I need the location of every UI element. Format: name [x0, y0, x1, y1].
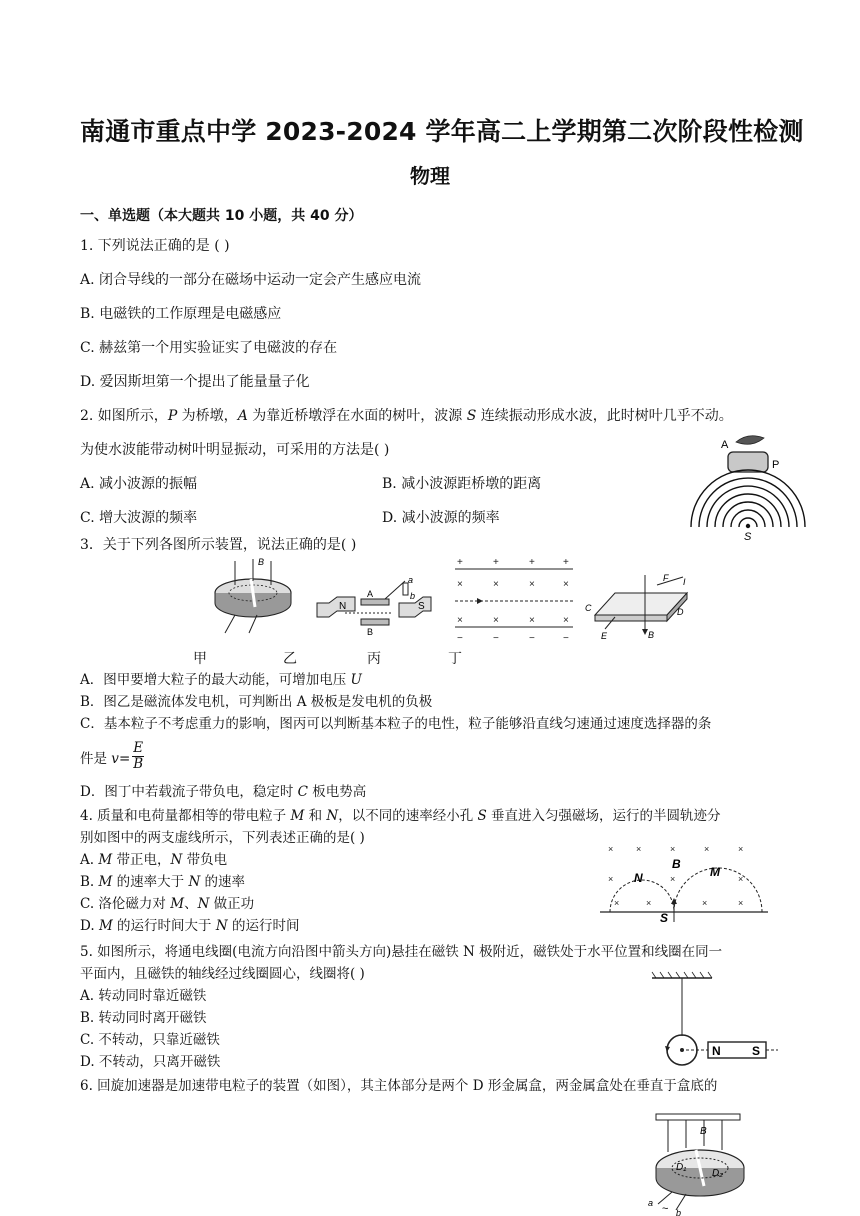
q3-cross: ×: [493, 615, 499, 626]
q3-option-d-text: D．图丁中若载流子带负电，稳定时: [80, 784, 298, 800]
q3-fig-label-b: B: [258, 557, 265, 567]
q4-opt-part: 带正电，: [112, 852, 171, 868]
q3-plus: +: [457, 557, 463, 568]
q4-cross: ×: [738, 874, 744, 884]
q3-cross: ×: [457, 579, 463, 590]
q4-cross: ×: [704, 844, 710, 854]
q4-var: N: [188, 874, 201, 890]
bridge-pier: [728, 452, 768, 472]
q3-var-c: C: [297, 784, 308, 800]
q3-plus: +: [563, 557, 569, 568]
q3-cross: ×: [493, 579, 499, 590]
q6-figure: [646, 1112, 756, 1216]
q3-option-c-line1: C．基本粒子不考虑重力的影响，图丙可以判断基本粒子的电性，粒子能够沿直线匀速通过速度选择器的条: [80, 716, 712, 732]
q3-minus: −: [457, 633, 463, 644]
q2-var-p: P: [167, 408, 178, 424]
q2-fig-label-p: P: [772, 459, 780, 471]
q5-option-d: D. 不转动，只离开磁铁: [80, 1054, 221, 1070]
q6-fig-label-b-small: b: [676, 1208, 682, 1216]
page-title: 南通市重点中学 2023-2024 学年高二上学期第二次阶段性检测: [80, 117, 804, 146]
q4-cross: ×: [738, 844, 744, 854]
q3-option-c-prefix: 件是: [80, 751, 112, 767]
q3-fraction: [132, 741, 144, 772]
q4-opt-part: 带负电: [182, 852, 228, 868]
q3-fig-label-s: S: [418, 601, 425, 612]
q5-fig-label-s: S: [752, 1044, 761, 1058]
q3-option-d-text2: 板电势高: [307, 784, 367, 800]
q4-fig-label-b: B: [672, 857, 681, 871]
q4-opt-part: A.: [80, 852, 99, 868]
q3-minus: −: [529, 633, 535, 644]
q4-var-n: N: [326, 808, 339, 824]
q3-fig-label-d: D: [677, 607, 684, 617]
q3-fig-label-f: F: [663, 573, 669, 583]
q3-cross: ×: [457, 615, 463, 626]
q3-plus: +: [493, 557, 499, 568]
q6-fig-label-tilde: ~: [662, 1203, 669, 1215]
q3-fig-label-e: E: [601, 631, 608, 641]
q4-opt-part: 做正功: [209, 896, 255, 912]
q4-cross: ×: [670, 874, 676, 884]
q4-stem-part: 和: [304, 808, 327, 824]
q4-fig-label-m: M: [710, 865, 720, 879]
q1-option-a: A. 闭合导线的一部分在磁场中运动一定会产生感应电流: [80, 272, 422, 288]
q3-option-b: B．图乙是磁流体发电机，可判断出 A 极板是发电机的负极: [80, 694, 433, 710]
q3-eq: =: [118, 751, 131, 767]
q3-caption-jia: 甲: [193, 651, 207, 667]
q2-stem-part: 连续振动形成水波，此时树叶几乎不动。: [476, 408, 733, 424]
q3-caption-yi: 乙: [283, 651, 297, 667]
q5-option-b: B. 转动同时离开磁铁: [80, 1010, 207, 1026]
q4-var: N: [170, 852, 183, 868]
q4-opt-part: C. 洛伦磁力对: [80, 896, 171, 912]
q4-stem-line1: [80, 806, 721, 826]
q3-fig-jia: [215, 557, 291, 633]
q4-cross: ×: [608, 874, 614, 884]
q4-opt-part: 的速率大于: [112, 874, 189, 890]
q2-option-d: D. 减小波源的频率: [382, 510, 500, 526]
q4-stem-line2: 别如图中的两支虚线所示，下列表述正确的是( ): [80, 830, 365, 846]
q2-option-c: C. 增大波源的频率: [80, 510, 198, 526]
q4-stem-part: 垂直进入匀强磁场，运行的半圆轨迹分: [486, 808, 721, 824]
q4-cross: ×: [636, 844, 642, 854]
q5-option-c: C. 不转动，只靠近磁铁: [80, 1032, 220, 1048]
q3-fig-label-a-small: a: [408, 575, 414, 585]
q3-option-a-text: A．图甲要增大粒子的最大动能，可增加电压: [80, 672, 351, 688]
q2-fig-label-s: S: [744, 531, 752, 543]
leaf-icon: [736, 436, 764, 445]
q4-var: M: [98, 874, 113, 890]
q1-stem: 1. 下列说法正确的是 ( ): [80, 238, 230, 254]
q3-option-c-line2: [80, 741, 144, 777]
q2-option-b: B. 减小波源距桥墩的距离: [382, 476, 542, 492]
q4-opt-part: 的运行时间大于: [112, 918, 216, 934]
q3-cross: ×: [563, 615, 569, 626]
q5-option-a: A. 转动同时靠近磁铁: [80, 988, 207, 1004]
q2-stem-line1: [80, 406, 733, 426]
q3-minus: −: [493, 633, 499, 644]
q2-stem-part: 2. 如图所示，: [80, 408, 168, 424]
q5-fig-label-n: N: [712, 1044, 721, 1058]
section-heading: 一、单选题（本大题共 10 小题，共 40 分）: [80, 208, 363, 224]
q6-fig-label-d2: D₂: [712, 1168, 724, 1179]
q2-var-s: S: [466, 408, 477, 424]
q3-plus: +: [529, 557, 535, 568]
q3-fig-label-c: C: [585, 603, 592, 613]
q4-option-c: [80, 894, 254, 914]
q3-frac-num: E: [133, 740, 144, 756]
q4-fig-label-n: N: [634, 871, 643, 885]
q2-fig-label-a: A: [721, 439, 729, 451]
q3-figures: [205, 555, 700, 645]
q4-var: M: [98, 918, 113, 934]
q3-cross: ×: [529, 579, 535, 590]
q4-var-s: S: [477, 808, 487, 824]
q3-minus: −: [563, 633, 569, 644]
q3-fig-label-b-plate: B: [367, 627, 374, 637]
q5-figure: [648, 970, 780, 1070]
q4-fig-label-s: S: [660, 911, 669, 922]
q1-option-c: C. 赫兹第一个用实验证实了电磁波的存在: [80, 340, 338, 356]
q4-var-m: M: [290, 808, 305, 824]
q3-cross: ×: [563, 579, 569, 590]
q5-stem-line1: 5. 如图所示，将通电线圈(电流方向沿图中箭头方向)悬挂在磁铁 N 极附近，磁铁处于水平位置和线圈在同一: [80, 944, 723, 960]
q4-option-a: [80, 850, 227, 870]
q4-cross: ×: [702, 898, 708, 908]
q4-opt-part: 的速率: [200, 874, 246, 890]
q3-option-d: [80, 782, 366, 802]
q4-cross: ×: [608, 844, 614, 854]
q2-stem-part: 为靠近桥墩浮在水面的树叶，波源: [247, 408, 467, 424]
q2-var-a: A: [237, 408, 248, 424]
q3-fig-label-b-small: b: [410, 591, 416, 601]
q4-option-d: [80, 916, 299, 936]
q4-option-b: [80, 872, 245, 892]
q4-opt-part: B.: [80, 874, 99, 890]
q4-cross: ×: [670, 844, 676, 854]
q4-cross: ×: [646, 898, 652, 908]
q3-fig-label-n: N: [339, 601, 347, 612]
q3-caption-bing: 丙: [367, 651, 381, 667]
q4-stem-part: 4. 质量和电荷量都相等的带电粒子: [80, 808, 291, 824]
wave-source-dot: [746, 524, 750, 528]
subject-title: 物理: [410, 164, 450, 188]
q4-var: N: [215, 918, 228, 934]
q3-fig-label-b2: B: [648, 630, 655, 640]
q4-var: M: [98, 852, 113, 868]
q6-stem: 6. 回旋加速器是加速带电粒子的装置（如图），其主体部分是两个 D 形金属盒，两金属盒处在垂直于盒底的: [80, 1078, 718, 1094]
q2-option-a: A. 减小波源的振幅: [80, 476, 198, 492]
q6-fig-label-d1: D₁: [676, 1162, 687, 1173]
q4-opt-part: D.: [80, 918, 99, 934]
q3-fig-bing: [455, 557, 573, 644]
q4-var: M: [170, 896, 185, 912]
q2-stem-line2: 为使水波能带动树叶明显振动，可采用的方法是( ): [80, 442, 390, 458]
q2-stem-part: 为桥墩，: [177, 408, 238, 424]
q3-frac-den: B: [133, 756, 144, 772]
q3-fig-label-a-plate: A: [367, 589, 374, 599]
q3-fig-yi: [317, 575, 431, 637]
q4-cross: ×: [614, 898, 620, 908]
q2-figure: [688, 432, 818, 544]
q3-var-u: U: [350, 672, 362, 688]
q5-stem-line2: 平面内，且磁铁的轴线经过线圈圆心，线圈将( ): [80, 966, 365, 982]
q4-opt-part: 的运行时间: [227, 918, 300, 934]
q4-opt-part: 、: [184, 896, 198, 912]
q1-option-d: D. 爱因斯坦第一个提出了能量量子化: [80, 374, 310, 390]
q3-cross: ×: [529, 615, 535, 626]
q4-var: N: [197, 896, 210, 912]
q4-figure: [598, 838, 770, 922]
q6-fig-label-b: B: [700, 1126, 707, 1137]
q3-fig-label-i: I: [683, 577, 686, 587]
q3-option-a: [80, 670, 362, 690]
q4-stem-part: ，以不同的速率经小孔: [338, 808, 478, 824]
q3-caption-ding: 丁: [448, 651, 462, 667]
q3-var-v: v: [111, 751, 119, 767]
q1-option-b: B. 电磁铁的工作原理是电磁感应: [80, 306, 282, 322]
q4-cross: ×: [738, 898, 744, 908]
q3-stem: 3．关于下列各图所示装置，说法正确的是( ): [80, 537, 357, 553]
q6-fig-label-a: a: [648, 1198, 654, 1208]
q3-fig-ding: [585, 573, 687, 641]
